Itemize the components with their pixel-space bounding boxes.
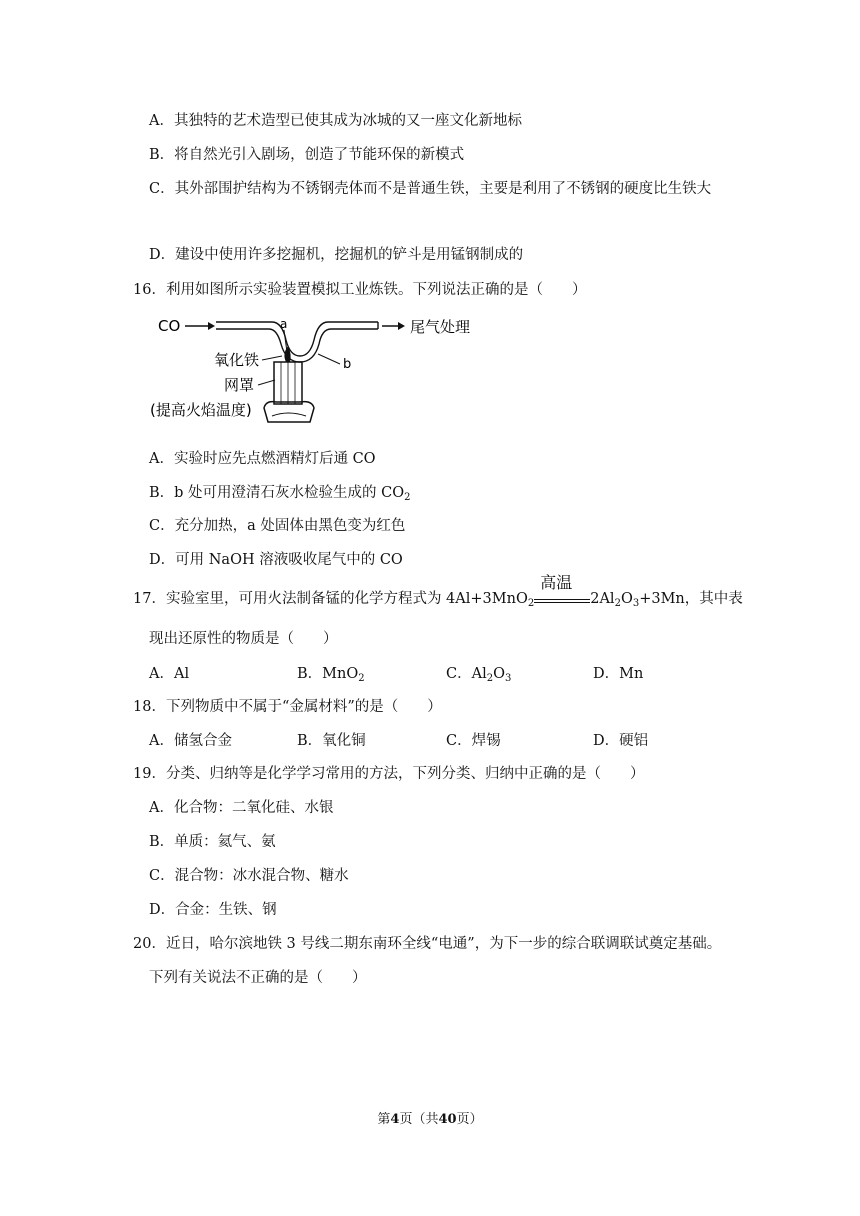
page-number: 4 [390,1112,400,1127]
q16-option-a: A．实验时应先点燃酒精灯后通 CO [149,451,376,467]
q15-option-a: A．其独特的艺术造型已使其成为冰城的又一座文化新地标 [149,113,522,129]
q18-option-a: A．储氢合金 [149,733,232,749]
apparatus-diagram [150,312,480,428]
q16-stem: 16．利用如图所示实验装置模拟工业炼铁。下列说法正确的是（ ） [133,282,587,298]
label-b-pointer [318,354,340,364]
q20-stem-line2: 下列有关说法不正确的是（ ） [149,970,367,986]
q19-option-a: A．化合物：二氧化硅、水银 [149,800,334,816]
q16-option-c: C．充分加热，a 处固体由黑色变为红色 [149,518,406,534]
q17-option-d: D．Mn [593,666,644,682]
reaction-condition: 高温 [534,589,590,609]
q17-stem: 17．实验室里，可用火法制备锰的化学方程式为 4Al+3MnO$_2$ 高温 $2Al_2O_3+3Mn$，其中表 [133,573,743,609]
tail-arrowhead [398,322,405,330]
mesh-pointer [258,380,275,385]
q19-option-c: C．混合物：冰水混合物、糖水 [149,868,349,884]
co-arrowhead [208,322,215,330]
mesh-note-label: (提高火焰温度) [150,401,252,419]
q18-option-c: C．焊锡 [446,733,501,749]
co-label: CO [158,317,181,335]
iron-oxide-label: 氧化铁 [214,351,260,369]
q15-option-b: B．将自然光引入剧场，创造了节能环保的新模式 [149,147,465,163]
page-footer: 第4页（共40页） [377,1112,483,1127]
page-total: 40 [438,1112,457,1127]
mesh-label: 网罩 [224,376,255,394]
q18-option-d: D．硬铝 [593,733,649,749]
q16-apparatus-figure [150,312,480,428]
q15-option-d: D．建设中使用许多挖掘机，挖掘机的铲斗是用锰钢制成的 [149,247,524,263]
iron-oxide-pointer [262,356,282,360]
q16-option-b: B．b 处可用澄清石灰水检验生成的 $CO_2$ [149,485,411,503]
q20-stem: 20．近日，哈尔滨地铁 3 号线二期东南环全线“电通”，为下一步的综合联调联试奠定基础。 [133,936,722,952]
q19-stem: 19．分类、归纳等是化学学习常用的方法，下列分类、归纳中正确的是（ ） [133,766,645,782]
lamp-liquid [272,413,306,416]
q18-stem: 18．下列物质中不属于“金属材料”的是（ ） [133,699,442,715]
q18-option-b: B．氧化铜 [297,733,366,749]
q16-option-d: D．可用 NaOH 溶液吸收尾气中的 CO [149,552,403,568]
q17-option-b: B．MnO$_2$ [297,666,365,684]
q17-option-c: C．$Al_2O_3$ [446,666,512,684]
q17-option-a: A．Al [149,666,190,682]
label-b: b [343,357,352,372]
tail-gas-label: 尾气处理 [410,318,471,336]
q15-option-c: C．其外部围护结构为不锈钢壳体而不是普通生铁，主要是利用了不锈钢的硬度比生铁大 [149,181,712,197]
q19-option-d: D．合金：生铁、钢 [149,902,277,918]
q19-option-b: B．单质：氦气、氨 [149,834,276,850]
q17-stem-line2: 现出还原性的物质是（ ） [149,631,338,647]
label-a: a [280,317,288,331]
